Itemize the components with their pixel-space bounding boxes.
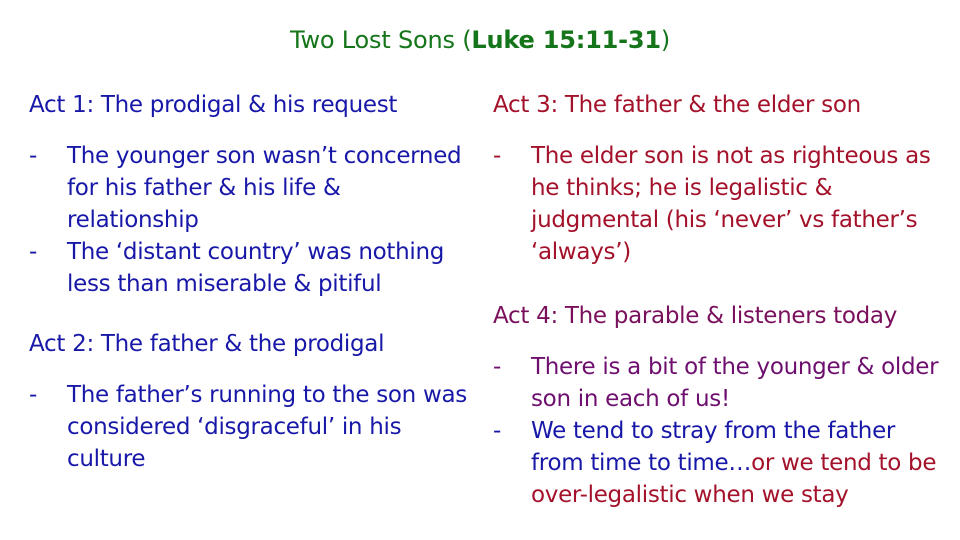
act4-bullet-1	[493, 351, 943, 415]
bullet-dash: -	[29, 239, 37, 265]
title-close-paren: )	[660, 26, 671, 54]
act2-bullet-1	[29, 379, 469, 475]
act1-bullet-1	[29, 140, 469, 236]
slide-title	[0, 26, 960, 54]
act2-bullet-1-text: The father’s running to the son was considered ‘disgraceful’ in his culture	[67, 382, 467, 472]
act2-bullet-list	[29, 379, 469, 475]
act1-bullet-2-text: The ‘distant country’ was nothing less than miserable & pitiful	[67, 239, 445, 297]
bullet-dash: -	[493, 418, 501, 444]
act3-bullet-1-text: The elder son is not as righteous as he thinks; he is legalistic & judgmental (his ‘never’ vs father’s ‘always’)	[531, 143, 931, 265]
bullet-dash: -	[493, 143, 501, 169]
act3-bullet-list	[493, 140, 943, 268]
act3-heading: Act 3: The father & the elder son	[493, 92, 861, 118]
act2-heading: Act 2: The father & the prodigal	[29, 331, 385, 357]
act4-bullet-2	[493, 415, 943, 511]
act4-bullet-list	[493, 351, 943, 511]
scripture-reference: Luke 15:11-31	[471, 26, 661, 54]
act1-heading: Act 1: The prodigal & his request	[29, 92, 398, 118]
left-column	[29, 89, 469, 475]
act4-bullet-2-text-part2: or we tend to be over-legalistic when we stay	[531, 450, 937, 508]
right-column	[493, 89, 943, 511]
title-text: Two Lost Sons (	[289, 26, 472, 54]
act1-bullet-2	[29, 236, 469, 300]
act1-bullet-1-text: The younger son wasn’t concerned for his father & his life & relationship	[67, 143, 462, 233]
bullet-dash: -	[493, 354, 501, 380]
bullet-dash: -	[29, 382, 37, 408]
act4-bullet-1-text: There is a bit of the younger & older son in each of us!	[531, 354, 939, 412]
act4-bullet-2-text-part1: We tend to stray from the father from time to time…	[531, 418, 896, 476]
act3-bullet-1	[493, 140, 943, 268]
act4-heading: Act 4: The parable & listeners today	[493, 303, 898, 329]
act1-bullet-list	[29, 140, 469, 300]
bullet-dash: -	[29, 143, 37, 169]
